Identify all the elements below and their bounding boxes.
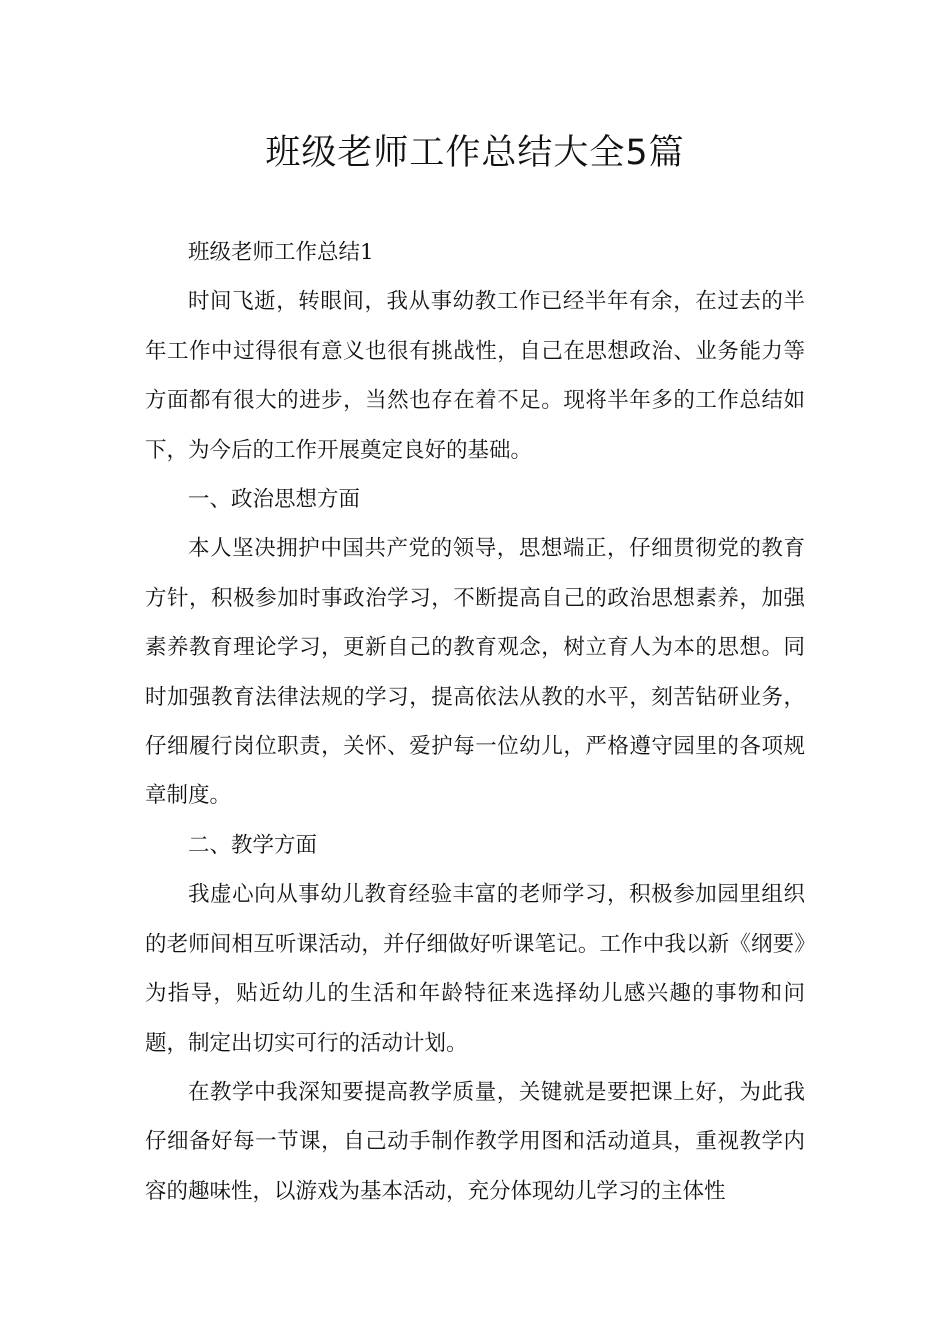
section-heading-summary-1: 班级老师工作总结1 xyxy=(188,240,374,265)
paragraph-political: 本人坚决拥护中国共产党的领导，思想端正，仔细贯彻党的教育方针，积极参加时事政治学习，不断提高自己的政治思想素养，加强素养教育理论学习，更新自己的教育观念，树立育人为本的思想。同时加强教育法律法规的学习，提高依法从教的水平，刻苦钻研业务，仔细履行岗位职责，关怀、爱护每一位幼儿，严格遵守园里的各项规章制度。 xyxy=(145,536,805,809)
section-heading-teaching: 二、教学方面 xyxy=(188,832,318,858)
paragraph-intro: 时间飞逝，转眼间，我从事幼教工作已经半年有余，在过去的半年工作中过得很有意义也很有挑战性，自己在思想政治、业务能力等方面都有很大的进步，当然也存在着不足。现将半年多的工作总结如下，为今后的工作开展奠定良好的基础。 xyxy=(145,289,805,463)
document-title: 班级老师工作总结大全5篇 xyxy=(265,133,685,173)
document-body xyxy=(145,228,805,1216)
paragraph-teaching-2: 在教学中我深知要提高教学质量，关键就是要把课上好，为此我仔细备好每一节课，自己动手制作教学用图和活动道具，重视教学内容的趣味性，以游戏为基本活动，充分体现幼儿学习的主体性 xyxy=(145,1079,805,1204)
paragraph-teaching-1: 我虚心向从事幼儿教育经验丰富的老师学习，积极参加园里组织的老师间相互听课活动，并仔细做好听课笔记。工作中我以新《纲要》为指导，贴近幼儿的生活和年龄特征来选择幼儿感兴趣的事物和问题，制定出切实可行的活动计划。 xyxy=(145,882,805,1056)
section-heading-political: 一、政治思想方面 xyxy=(188,487,361,513)
